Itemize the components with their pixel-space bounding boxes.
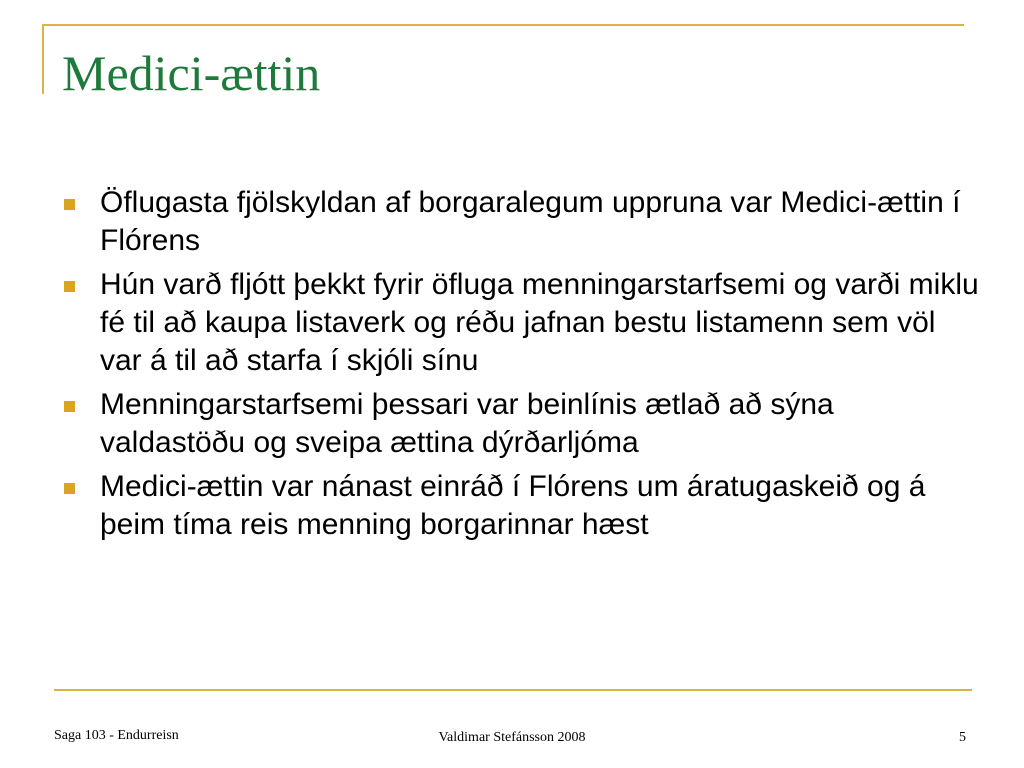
title-frame-top-rule [42, 24, 964, 26]
bullet-item [62, 266, 982, 380]
square-bullet-icon [64, 401, 75, 412]
square-bullet-icon [64, 199, 75, 210]
slide-title: Medici-ættin [62, 45, 321, 101]
bullet-item [62, 386, 982, 462]
title-frame-left-rule [42, 24, 44, 94]
bullet-text: Öflugasta fjölskyldan af borgaralegum uppruna var Medici-ættin í Flórens [100, 186, 961, 257]
square-bullet-icon [64, 483, 75, 494]
bullet-item [62, 184, 982, 260]
footer-author-label: Valdimar Stefánsson 2008 [438, 730, 586, 745]
footer-course-label: Saga 103 - Endurreisn [54, 728, 179, 743]
square-bullet-icon [64, 281, 75, 292]
footer-rule [54, 689, 972, 691]
bullet-item [62, 468, 982, 544]
bullet-text: Menningarstarfsemi þessari var beinlínis ætlað að sýna valdastöðu og sveipa ættina dýrðarljóma [100, 388, 834, 459]
slide-number: 5 [959, 730, 966, 745]
bullet-text: Hún varð fljótt þekkt fyrir öfluga menningarstarfsemi og varði miklu fé til að kaupa listaverk og réðu jafnan bestu listamenn sem völ var á til að starfa í skjóli sínu [100, 268, 979, 377]
bullet-list [62, 184, 982, 550]
bullet-text: Medici-ættin var nánast einráð í Flórens um áratugaskeið og á þeim tíma reis menning borgarinnar hæst [100, 470, 926, 541]
